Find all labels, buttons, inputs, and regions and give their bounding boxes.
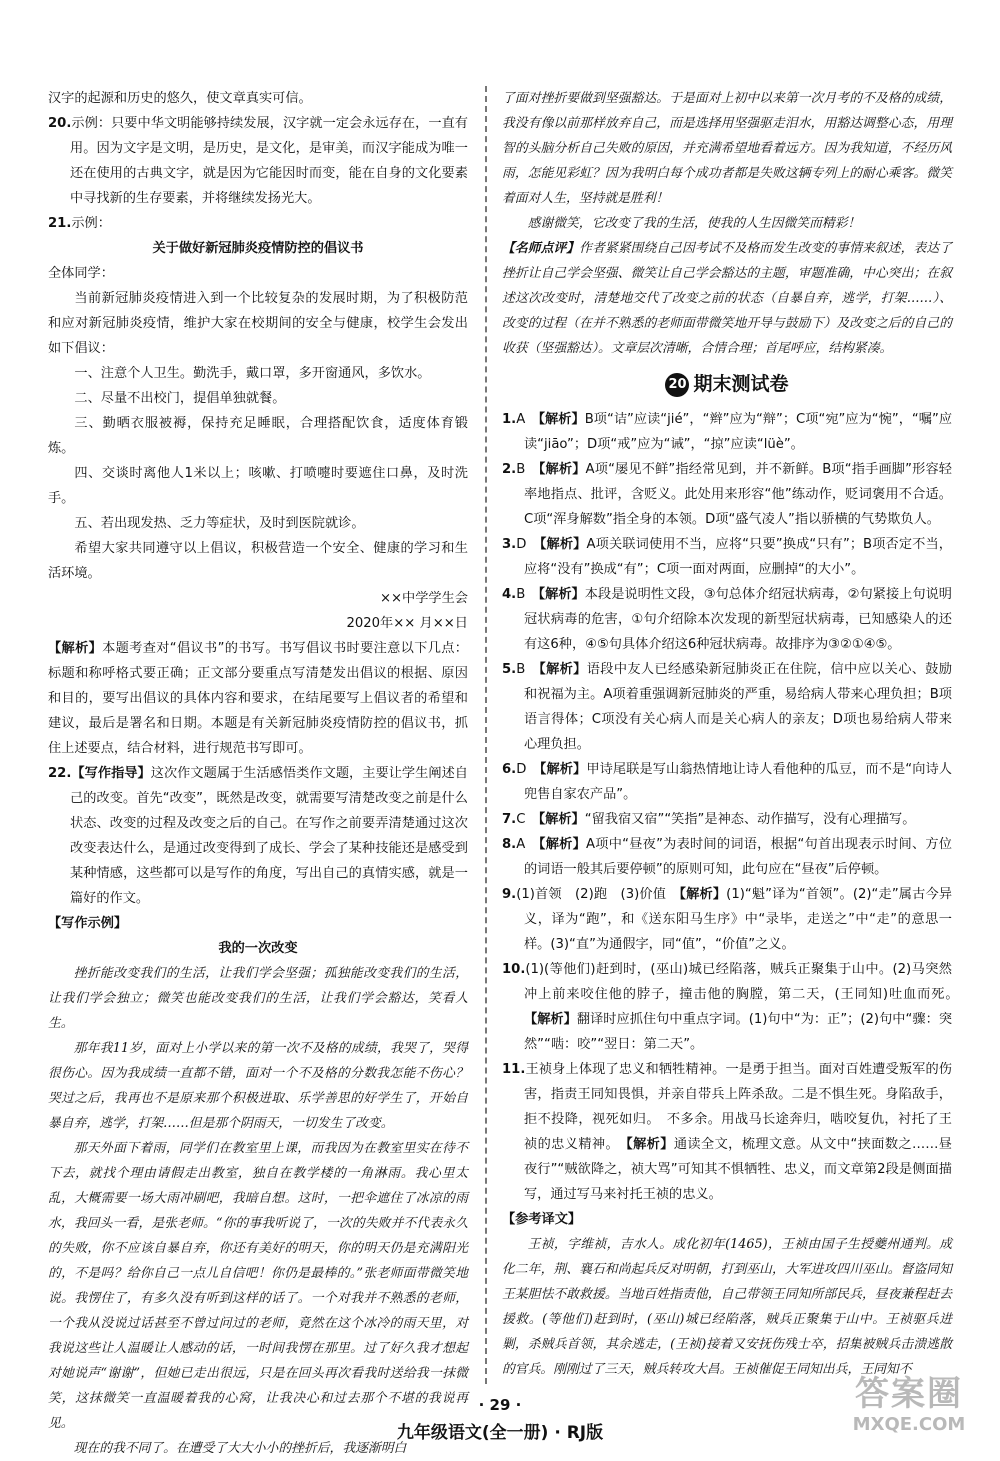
section-heading: 20 期末测试卷 [502,369,952,397]
answer-20: 20.示例：只要中华文明能够持续发展，汉字就一定会永远存在，一直有用。因为文字是文明，是历史，是文化，是审美，而汉字能成为唯一还在使用的古典文字，就是因为它能因时而变，能在自身的文化要素中寻找新的生存要素，并将继续发扬光大。 [48,116,468,206]
answer-2: 2.B 【解析】A项“屡见不鲜”指经常见到，并不新鲜。B项“指手画脚”形容轻率地指点、批评，含贬义。此处用来形容“他”练动作，贬词褒用不合适。C项“浑身解数”指全身的本领。D项“盛气凌人”指以骄横的气势欺负人。 [502,462,952,527]
letter-item: 二、尽量不出校门，提倡单独就餐。 [74,391,286,406]
reference-translation: 王祯，字维祯，吉水人。成化初年(1465)，王祯由国子生授夔州通判。成化二年，荆、襄石和尚起兵反对明朝，打到巫山，大军进攻四川巫山。督盗同知王某胆怯不敢救援。当地百姓指责他，自己带领王同知所部民兵，昼夜兼程赶去援救。(等他们)赶到时，(巫山)城已经陷落，贼兵正聚集于山中。王祯驱兵进剿，杀贼兵首领，其余逃走，(王祯)接着又安抚伤残士卒，招集被贼兵击溃逃散的官兵。刚刚过了三天，贼兵转攻大昌。王祯催促王同知出兵，王同知不 [502,1237,952,1377]
letter-title: 关于做好新冠肺炎疫情防控的倡议书 [152,241,364,256]
answer-3: 3.D 【解析】A项关联词使用不当，应将“只要”换成“只有”；B项否定不当，应将“没有”换成“有”；C项一面对两面，应删掉“的大小”。 [502,537,952,577]
essay-paragraph: 了面对挫折要做到坚强豁达。于是面对上初中以来第一次月考的不及格的成绩，我没有像以前那样放弃自己，而是选择用坚强驱走泪水，用豁达调整心态，用理智的头脑分析自己失败的原因，并充满希望地看着远方。因为我知道，不经历风雨，怎能见彩虹？因为我明白每个成功者都是失败这辆专列上的耐心乘客。微笑着面对人生，坚持就是胜利！ [502,91,952,206]
right-column [502,86,952,1394]
teacher-comment: 【名师点评】作者紧紧围绕自己因考试不及格而发生改变的事情来叙述，表达了挫折让自己学会坚强、微笑让自己学会豁达的主题，审题准确，中心突出；在叙述这次改变时，清楚地交代了改变之前的状态（自暴自弃，逃学，打架……）、改变的过程（在并不熟悉的老师面带微笑地开导与鼓励下）及改变之后的自己的收获（坚强豁达）。文章层次清晰，合情合理；首尾呼应，结构紧凑。 [502,241,953,356]
letter-greeting: 全体同学： [48,266,114,281]
watermark-text: 答案圈 [855,1374,963,1414]
answer-6: 6.D 【解析】甲诗尾联是写山翁热情地让诗人看他种的瓜豆，而不是“向诗人兜售自家农产品”。 [502,762,952,802]
letter-item: 五、若出现发热、乏力等症状，及时到医院就诊。 [74,516,365,531]
reference-translation-label: 【参考译文】 [502,1212,582,1227]
essay-paragraph: 那年我11岁，面对上小学以来的第一次不及格的成绩，我哭了，哭得很伤心。因为我成绩一直都不错，面对一个不及格的分数我怎能不伤心？哭过之后，我再也不是原来那个积极进取、乐学善思的好学生了，开始自暴自弃，逃学，打架……但是那个阴雨天，一切发生了改变。 [48,1041,468,1131]
essay-paragraph: 那天外面下着雨，同学们在教室里上课，而我因为在教室里实在待不下去，就找个理由请假走出教室，独自在教学楼的一角淋雨。我心里太乱，大概需要一场大雨冲刷吧，我暗自想。这时，一把伞遮住了冰凉的雨水，我回头一看，是张老师。“你的事我听说了，一次的失败并不代表永久的失败，你不应该自暴自弃，你还有美好的明天，你的明天仍是充满阳光的，不是吗？给你自己一点儿自信吧！你仍是最棒的。”张老师面带微笑地说。我愣住了，有多久没有听到这样的话了。一个对我并不熟悉的老师，一个我从没说过话甚至不曾过问过的老师，竟然在这个冰冷的雨天里，对我说这些让人温暖让人感动的话，一时间我愣在那里。过了好久我才想起对她说声“谢谢”，但她已走出很远，只是在回头再次看我时送给我一抹微笑，这抹微笑一直温暖着我的心窝，让我决心和过去那个不堪的我说再见。 [48,1141,468,1431]
answer-5: 5.B 【解析】语段中友人已经感染新冠肺炎正在住院，信中应以关心、鼓励和祝福为主。A项着重强调新冠肺炎的严重，易给病人带来心理负担；B项语言得体；C项没有关心病人而是关心病人的亲友；D项也易给病人带来心理负担。 [502,662,953,752]
answer-7: 7.C 【解析】“留我宿又宿”“笑指”是神态、动作描写，没有心理描写。 [502,812,916,827]
watermark-logo [834,1374,984,1444]
answer-21: 21.示例： [48,216,111,231]
writing-example-label: 【写作示例】 [48,916,128,931]
letter-item: 三、勤晒衣服被褥，保持充足睡眠，合理搭配饮食，适度体育锻炼。 [48,416,468,456]
letter-date: 2020年×× 月××日 [346,616,468,631]
left-column [48,86,468,1456]
answer-10: 10.(1)(等他们)赶到时，(巫山)城已经陷落，贼兵正聚集于山中。(2)马突然冲上前来咬住他的脖子，撞击他的胸膛，第二天，(王同知)吐血而死。 【解析】翻译时应抓住句中重点字词。(1)句中“为：正”；(2)句中“骤：突然”“啮：咬”“翌日：第二天”。 [502,962,953,1052]
answer-9: 9.(1)首领 (2)跑 (3)价值 【解析】(1)“魁”译为“首领”。(2)“走”属古今异义，译为“跑”，和《送东阳马生序》中“录毕，走送之”中“走”的意思一样。(3)“直”为通假字，同“值”，“价值”之义。 [502,887,953,952]
letter-item: 一、注意个人卫生。勤洗手，戴口罩，多开窗通风，多饮水。 [74,366,431,381]
essay-paragraph: 感谢微笑，它改变了我的生活，使我的人生因微笑而精彩！ [527,216,861,231]
essay-paragraph: 现在的我不同了。在遭受了大大小小的挫折后，我逐渐明白 [73,1441,407,1456]
letter-intro: 当前新冠肺炎疫情进入到一个比较复杂的发展时期，为了积极防范和应对新冠肺炎疫情，维护大家在校期间的安全与健康，校学生会发出如下倡议： [48,291,468,356]
section-number-badge: 20 [665,373,689,397]
answer-11: 11.王祯身上体现了忠义和牺牲精神。一是勇于担当。面对百姓遭受叛军的伤害，指责王同知畏惧，并亲自带兵上阵杀敌。二是不惧生死。身陷敌手，拒不投降，视死如归。 不多余。用战马长途奔归，啮咬复仇，衬托了王祯的忠义精神。 【解析】通读全文，梳理文意。从文中“挟面数之……昼夜行”“贼欲降之，祯大骂”可知其不惧牺牲、忠义，而文章第2段是侧面描写，通过写马来衬托王祯的忠义。 [502,1062,952,1202]
analysis-21: 【解析】本题考查对“倡议书”的书写。书写倡议书时要注意以下几点：标题和称呼格式要正确；正文部分要重点写清楚发出倡议的根据、原因和目的，要写出倡议的具体内容和要求，在结尾要写上倡议者的希望和建议，最后是署名和日期。本题是有关新冠肺炎疫情防控的倡议书，抓住上述要点，结合材料，进行规范书写即可。 [48,641,468,756]
letter-closing: 希望大家共同遵守以上倡议，积极营造一个安全、健康的学习和生活环境。 [48,541,468,581]
answer-22: 22.【写作指导】这次作文题属于生活感悟类作文题，主要让学生阐述自己的改变。首先“改变”，既然是改变，就需要写清楚改变之前是什么状态、改变的过程及改变之后的自己。在写作之前要弄清楚通过这次改变表达什么，是通过改变得到了成长、学会了某种技能还是感受到某种情感，这些都可以是写作的角度，写出自己的真情实感，就是一篇好的作文。 [48,766,468,906]
column-divider [485,86,487,1384]
essay-title: 我的一次改变 [218,941,298,956]
answer-4: 4.B 【解析】本段是说明性文段，③句总体介绍冠状病毒，②句紧接上句说明冠状病毒的危害，①句介绍除本次发现的新型冠状病毒，已知感染人的还有这6种，④⑤句具体介绍这6种冠状病毒。故排序为③②①④⑤。 [502,587,952,652]
answer-1: 1.A 【解析】B项“诘”应读“jié”，“辫”应为“辩”；C项“宛”应为“惋”，“嘱”应读“jiāo”；D项“戒”应为“诫”，“掠”应读“lüè”。 [502,412,953,452]
letter-signature: ××中学学生会 [379,591,468,606]
watermark-url: MXQE.COM [852,1414,966,1435]
essay-paragraph: 挫折能改变我们的生活，让我们学会坚强；孤独能改变我们的生活，让我们学会独立；微笑也能改变我们的生活，让我们学会豁达，笑看人生。 [48,966,468,1031]
letter-item: 四、交谈时离他人1米以上；咳嗽、打喷嚏时要遮住口鼻，及时洗手。 [48,466,468,506]
page-number: · 29 · [478,1396,522,1414]
book-title: 九年级语文(全一册) · RJ版 [396,1423,604,1443]
text-line: 汉字的起源和历史的悠久，使文章真实可信。 [48,91,312,106]
answer-8: 8.A 【解析】A项中“昼夜”为表时间的词语，根据“句首出现表示时间、方位的词语一般其后要停顿”的原则可知，此句应在“昼夜”后停顿。 [502,837,952,877]
